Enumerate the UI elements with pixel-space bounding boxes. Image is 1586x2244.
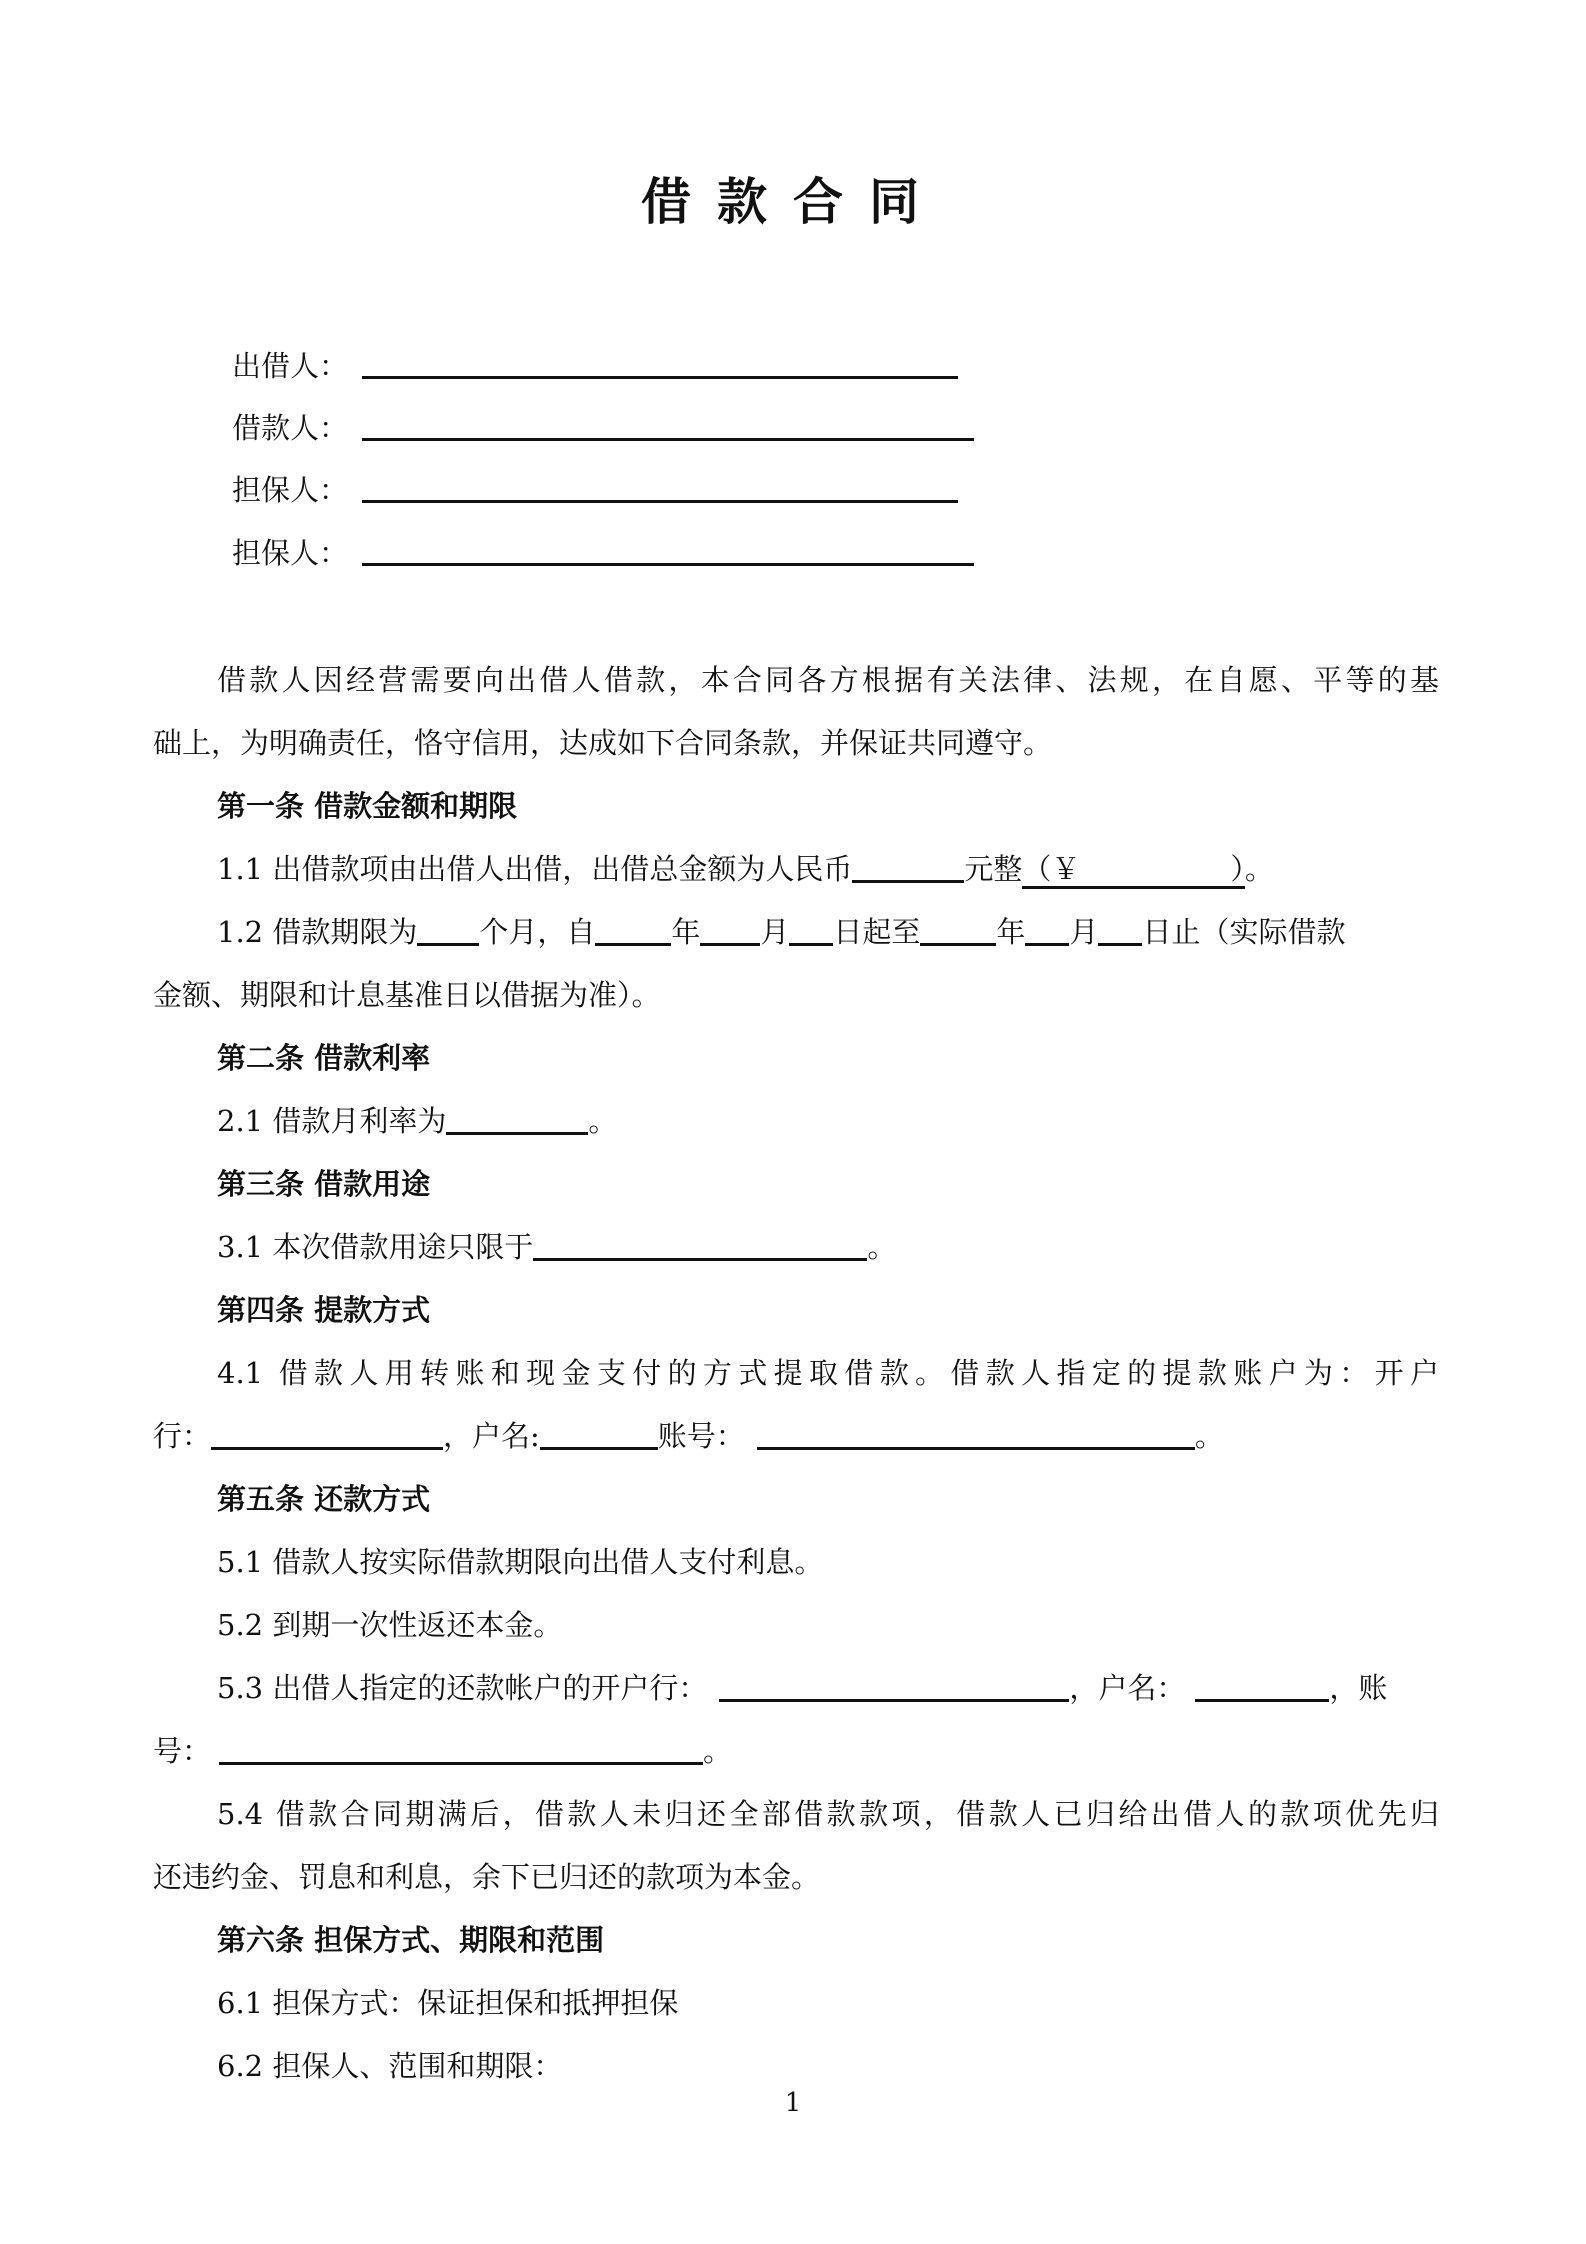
article-2-heading: 第二条 借款利率 xyxy=(217,1041,431,1075)
clause-text: 。 xyxy=(588,1104,618,1138)
clause-5-4-line-2: 还违约金、罚息和利息，余下已归还的款项为本金。 xyxy=(153,1860,821,1894)
months-field[interactable] xyxy=(417,913,479,946)
clause-5-2: 5.2 到期一次性返还本金。 xyxy=(217,1608,563,1642)
party-lender xyxy=(232,346,348,386)
end-day-field[interactable] xyxy=(1098,913,1142,946)
article-6-heading: 第六条 担保方式、期限和范围 xyxy=(217,1923,605,1957)
clause-text: 行： xyxy=(153,1419,212,1453)
party-label: 出借人： xyxy=(232,349,349,383)
monthly-rate-field[interactable] xyxy=(446,1102,588,1135)
party-borrower xyxy=(232,408,348,448)
repay-bank-field[interactable] xyxy=(719,1669,1069,1702)
clause-text: ，户名： xyxy=(1069,1671,1186,1705)
clause-text: 月 xyxy=(1069,915,1099,949)
document-title: 借款合同 xyxy=(641,172,945,231)
start-month-field[interactable] xyxy=(700,913,760,946)
clause-5-1: 5.1 借款人按实际借款期限向出借人支付利息。 xyxy=(217,1545,824,1579)
party-label: 担保人： xyxy=(232,536,349,570)
clause-1-2-line-2: 金额、期限和计息基准日以借据为准）。 xyxy=(153,978,661,1012)
end-year-field[interactable] xyxy=(920,913,996,946)
clause-text: 2.1 借款月利率为 xyxy=(217,1104,447,1138)
clause-4-1-line-1: 4.1 借款人用转账和现金支付的方式提取借款。借款人指定的提款账户为：开户 xyxy=(217,1356,1439,1390)
clause-text: 元整 xyxy=(964,852,1023,886)
preamble-line-2: 础上，为明确责任，恪守信用，达成如下合同条款，并保证共同遵守。 xyxy=(153,726,1053,760)
page-number: 1 xyxy=(784,2088,802,2118)
party-guarantor-1 xyxy=(232,470,348,510)
clause-text: 日止（实际借款 xyxy=(1142,915,1346,949)
end-month-field[interactable] xyxy=(1025,913,1069,946)
withdraw-account-name-field[interactable] xyxy=(540,1417,658,1450)
repay-account-name-field[interactable] xyxy=(1195,1669,1329,1702)
clause-2-1 xyxy=(217,1101,617,1141)
clause-text: 年 xyxy=(996,915,1026,949)
article-5-heading: 第五条 还款方式 xyxy=(217,1482,431,1516)
clause-4-1-line-2 xyxy=(153,1416,1224,1456)
guarantor-2-field[interactable] xyxy=(362,563,974,566)
party-guarantor-2 xyxy=(232,533,348,573)
borrower-field[interactable] xyxy=(362,438,974,441)
amount-figure-field[interactable] xyxy=(1022,852,1245,889)
clause-text: 号： xyxy=(153,1734,212,1768)
clause-text: ） xyxy=(1230,852,1245,886)
clause-text: 年 xyxy=(671,915,701,949)
party-label: 担保人： xyxy=(232,473,349,507)
clause-text: 1.2 借款期限为 xyxy=(217,915,418,949)
guarantor-1-field[interactable] xyxy=(362,500,958,503)
clause-text: ，账 xyxy=(1329,1671,1388,1705)
clause-text: 日起至 xyxy=(833,915,921,949)
amount-words-field[interactable] xyxy=(852,850,964,883)
clause-text: 1.1 出借款项由出借人出借，出借总金额为人民币 xyxy=(217,852,853,886)
preamble-line-1: 借款人因经营需要向出借人借款，本合同各方根据有关法律、法规，在自愿、平等的基 xyxy=(217,663,1439,697)
clause-text: 5.3 出借人指定的还款帐户的开户行： xyxy=(217,1671,708,1705)
clause-text: 。 xyxy=(703,1734,733,1768)
party-label: 借款人： xyxy=(232,411,349,445)
clause-text: 。 xyxy=(1244,852,1274,886)
clause-text: 。 xyxy=(1194,1419,1224,1453)
loan-purpose-field[interactable] xyxy=(533,1228,867,1261)
clause-text: 个月，自 xyxy=(479,915,596,949)
lender-field[interactable] xyxy=(362,376,958,379)
repay-account-number-field[interactable] xyxy=(219,1732,703,1765)
clause-3-1 xyxy=(217,1227,896,1267)
article-1-heading: 第一条 借款金额和期限 xyxy=(217,789,518,823)
clause-1-1 xyxy=(217,849,1274,889)
clause-text: ，户名: xyxy=(443,1419,540,1453)
withdraw-bank-field[interactable] xyxy=(211,1417,443,1450)
clause-5-3 xyxy=(217,1668,1387,1708)
clause-text: 账号： xyxy=(657,1419,745,1453)
clause-6-2: 6.2 担保人、范围和期限： xyxy=(217,2049,563,2083)
clause-5-3-line-2 xyxy=(153,1731,732,1771)
clause-text: 月 xyxy=(760,915,790,949)
clause-1-2 xyxy=(217,912,1345,952)
article-4-heading: 第四条 提款方式 xyxy=(217,1293,431,1327)
clause-text: 3.1 本次借款用途只限于 xyxy=(217,1230,534,1264)
clause-5-4-line-1: 5.4 借款合同期满后，借款人未归还全部借款款项，借款人已归给出借人的款项优先归 xyxy=(217,1797,1439,1831)
currency-symbol: （￥ xyxy=(1022,852,1081,886)
clause-6-1: 6.1 担保方式：保证担保和抵押担保 xyxy=(217,1986,679,2020)
withdraw-account-number-field[interactable] xyxy=(757,1417,1195,1450)
article-3-heading: 第三条 借款用途 xyxy=(217,1167,431,1201)
start-year-field[interactable] xyxy=(595,913,671,946)
clause-text: 。 xyxy=(867,1230,897,1264)
start-day-field[interactable] xyxy=(789,913,833,946)
